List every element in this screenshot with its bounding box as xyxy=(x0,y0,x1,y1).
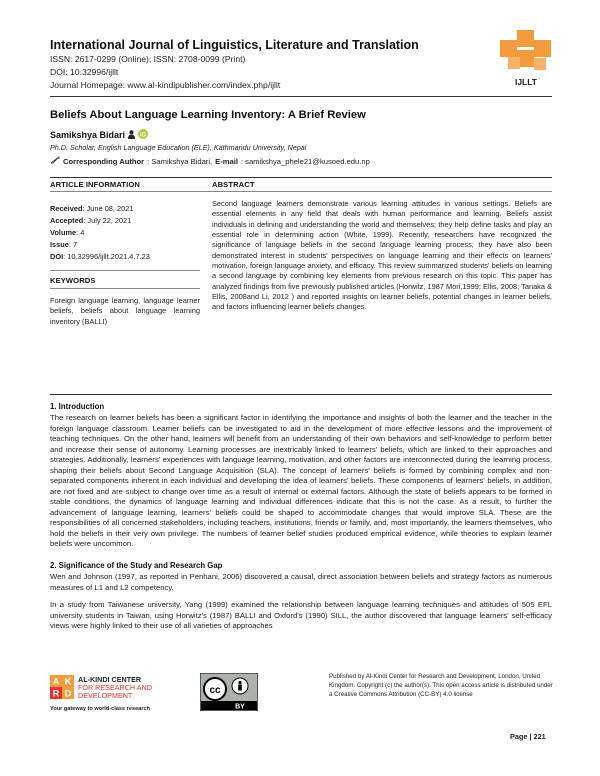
section-1-text: The research on learner beliefs has been a significant factor in identifying the importance and insights of both the learner and the teacher in the foreign language classroom. Learner beliefs can be investigated to aid in the development of more effective lessons and the improvement of teaching techniques. On the other hand, learners will benefit from an understanding of their own behaviors and self-knowledge to perform better and increase their sense of autonomy. Learning processes are inextricably linked to learners' beliefs, which are linked to their approaches and strategies. Additionally, learners' experiences with language learning, motivation, and other factors are interconnected during the learning process, shaping their beliefs about Second Language Acquisition (SLA). The concept of learners' beliefs is formed by combining complex and non-separated components inherent in each individual and developing the idea of learners' beliefs. These components of learners' beliefs, in addition, are not fixed and are subject to change over time as a result of internal or external factors. Although the state of beliefs appears to be formed in stable conditions, the dynamics of language learning and individual differences indicate that this is not the case. As a result, to further the advancement of language learning, learners' beliefs could be shaped to accommodate changes that would improve SLA. These are the responsibilities of all concerned stakeholders, including teachers, institutions, friends or family, and, most importantly, the learners themselves, who hold the beliefs in their very own privilege. The numbers of learner belief studies produced empirical evidence, while theories to explain learner beliefs were uncommon. xyxy=(50,413,552,548)
page-label: Page xyxy=(510,732,528,741)
abstract-bottom-divider xyxy=(50,394,552,395)
keywords-heading: KEYWORDS xyxy=(50,276,96,285)
cc-by-badge[interactable] xyxy=(200,673,258,711)
logo-letter-d: D xyxy=(64,688,72,699)
accepted-line xyxy=(50,216,131,225)
by-label: BY xyxy=(235,703,245,711)
homepage-line[interactable]: Journal Homepage: www.al-kindipublisher.com/index.php/ijllt xyxy=(50,80,281,90)
keywords-bottom-divider xyxy=(50,288,200,289)
doi-label: DOI xyxy=(50,252,64,261)
received-line xyxy=(50,204,133,213)
section-2-paragraph-2: In a study from Taiwanese university, Yang (1999) examined the relationship between language learning techniques and attitudes of 505 EFL university students in Taiwan, using Horwitz's (1987) BALLI and Oxford's (1990) SILL, the author discovered that language learners' self-efficacy views were highly linked to their use of all varieties of approaches xyxy=(50,600,552,630)
cc-label: cc xyxy=(209,685,221,696)
svg-text:iD: iD xyxy=(140,132,147,139)
section-2-heading: 2. Significance of the Study and Research Gap xyxy=(50,561,223,570)
corresponding-label: Corresponding Author xyxy=(63,156,145,166)
footer-tagline: Your gateway to world-class research xyxy=(50,706,150,712)
doi-line: DOI: 10.32996/ijllt xyxy=(50,67,119,77)
affiliation: Ph.D. Scholar, English Language Education (ELE), Kathmandu University, Nepal xyxy=(50,143,307,152)
abstract-text: Second language learners demonstrate various learning attitudes in various settings. Beliefs are essential elements in any field that deals with human performance and learning. Beliefs assist individuals in defining and understanding the world and themselves; they help define tasks and play an essential role in determining action (White, 1999). Recently, researchers have recognized the significance of language beliefs in the second language learning process; they have also been demonstrated interest in students' perspectives on language learning and their effects on learners' motivation, foreign language anxiety, and efficacy. This review summarized students' beliefs on learning a second language by combining key elements from previous research on this topic. This paper has analyzed findings from five previously published articles (Horwitz, 1987 Mori,1999; Ellis, 2008; Tanaka & Ellis, 2008and Li, 2012 ) and reported insights on learner beliefs, potential changes in learner beliefs, and factors influencing learner beliefs changes. xyxy=(212,199,552,312)
accepted-value: : July 22, 2021 xyxy=(83,216,132,225)
info-top-divider xyxy=(50,177,552,178)
person-icon xyxy=(128,130,135,141)
received-label: Received xyxy=(50,204,83,213)
logo-letter-a: A xyxy=(52,676,60,687)
envelope-icon xyxy=(50,156,60,166)
issue-label: Issue xyxy=(50,240,69,249)
issue-value: : 7 xyxy=(68,240,78,249)
volume-value: : 4 xyxy=(76,228,85,237)
center-name-2: FOR RESEARCH AND xyxy=(78,683,152,692)
issue-line xyxy=(50,240,77,249)
al-kindi-logo xyxy=(50,675,210,717)
doi-article-line xyxy=(50,252,150,261)
email-value[interactable]: : samikshya_phele21@kusoed.edu.np xyxy=(240,156,370,166)
center-name-1: AL-KINDI CENTER xyxy=(78,675,142,684)
corresponding-author-line xyxy=(50,156,370,166)
author-name: Samikshya Bidari xyxy=(50,130,126,140)
abstract-heading: ABSTRACT xyxy=(212,180,255,189)
center-name-3: DEVELOPMENT xyxy=(78,691,133,700)
volume-line xyxy=(50,228,84,237)
orcid-icon[interactable] xyxy=(138,129,148,141)
keywords-text: Foreign language learning, language learner beliefs, beliefs about language learning inventory (BALLI) xyxy=(50,296,200,326)
journal-logo xyxy=(500,30,552,74)
section-2-paragraph-1: Wen and Johnson (1997, as reported in Penhani, 2006) discovered a causal, direct association between beliefs and strategy factors as numerous measures of L1 and L2 competency. xyxy=(50,572,552,592)
issn-line: ISSN: 2617-0299 (Online); ISSN: 2708-0099 (Print) xyxy=(50,54,246,64)
paper-title: Beliefs About Language Learning Inventory: A Brief Review xyxy=(50,109,366,121)
accepted-label: Accepted xyxy=(50,216,84,225)
journal-title: International Journal of Linguistics, Literature and Translation xyxy=(50,38,419,52)
keywords-top-divider xyxy=(50,270,200,271)
email-label: E-mail xyxy=(215,156,238,166)
corresponding-name: : Samikshya Bidari, xyxy=(147,156,213,166)
page-number xyxy=(510,732,546,741)
logo-letter-r: R xyxy=(52,688,60,699)
journal-logo-caption: IJLLT xyxy=(514,77,538,87)
info-heading-divider xyxy=(50,191,552,192)
page-number-value: | 221 xyxy=(529,732,546,741)
author-line xyxy=(50,129,148,141)
doi-value[interactable]: : 10.32996/ijllt.2021.4.7.23 xyxy=(63,252,150,261)
logo-letter-k: K xyxy=(64,676,72,687)
section-1-heading: 1. Introduction xyxy=(50,402,105,411)
header-divider xyxy=(50,96,552,97)
received-value: : June 08, 2021 xyxy=(82,204,134,213)
volume-label: Volume xyxy=(50,228,77,237)
article-information-heading: ARTICLE INFORMATION xyxy=(50,180,140,189)
publisher-notice: Published by Al-Kindi Center for Research and Development, London, United Kingdom. Copyright (c) the author(s). This open access article is distributed under a Creative Commons Attribution (CC-BY) 4.0 license xyxy=(329,673,553,698)
